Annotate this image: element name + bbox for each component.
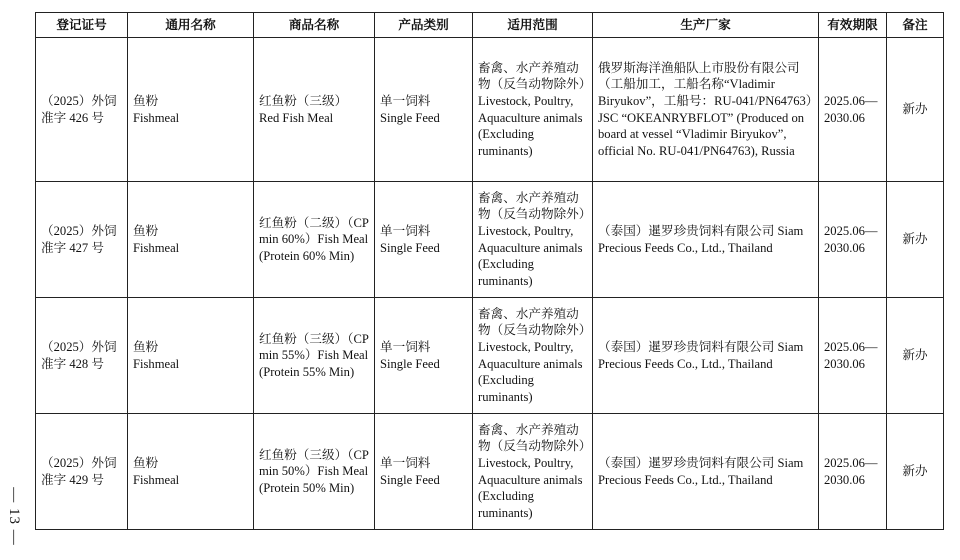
validity-cell: [819, 298, 887, 414]
category-cell: [375, 182, 473, 298]
validity-cell: [819, 414, 887, 530]
header-manufacturer: 生产厂家: [593, 13, 819, 38]
validity-start: 2025.06—: [824, 93, 878, 108]
header-common-name: 通用名称: [128, 13, 254, 38]
header-remark: 备注: [887, 13, 944, 38]
scope-text: 畜禽、水产养殖动物（反刍动物除外）Livestock, Poultry, Aquaculture animals (Excluding ruminants): [478, 422, 586, 520]
remark-cell: 新办: [887, 414, 944, 530]
category-cn: 单一饲料: [380, 455, 431, 470]
manufacturer-cell: [593, 182, 819, 298]
header-scope: 适用范围: [473, 13, 593, 38]
category-cn: 单一饲料: [380, 339, 431, 354]
validity-cell: [819, 182, 887, 298]
common-name-cell: [128, 38, 254, 182]
category-cell: [375, 414, 473, 530]
validity-start: 2025.06—: [824, 339, 878, 354]
validity-start: 2025.06—: [824, 223, 878, 238]
validity-start: 2025.06—: [824, 455, 878, 470]
table-row: [36, 182, 944, 298]
remark-cell: 新办: [887, 298, 944, 414]
common-name-cn: 鱼粉: [133, 223, 159, 238]
category-cn: 单一饲料: [380, 223, 431, 238]
reg-no-line: 准字 428 号: [41, 356, 104, 371]
product-name-text: 红鱼粉（二级）（CP min 60%）Fish Meal (Protein 60% Min): [259, 215, 369, 263]
table-row: [36, 414, 944, 530]
product-name-cell: [254, 38, 375, 182]
manufacturer-text: （泰国）暹罗珍贵饲料有限公司 Siam Precious Feeds Co., Ltd., Thailand: [598, 455, 804, 487]
reg-no-line: 准字 429 号: [41, 472, 104, 487]
page-number: [2, 484, 24, 548]
table-row: [36, 38, 944, 182]
common-name-cn: 鱼粉: [133, 93, 159, 108]
category-cn: 单一饲料: [380, 93, 431, 108]
page-number-text: — 13 —: [5, 486, 22, 546]
category-en: Single Feed: [380, 356, 440, 371]
category-en: Single Feed: [380, 110, 440, 125]
manufacturer-cell: [593, 414, 819, 530]
category-en: Single Feed: [380, 240, 440, 255]
reg-no-cell: [36, 298, 128, 414]
registration-table: [35, 12, 944, 530]
scope-text: 畜禽、水产养殖动物（反刍动物除外）Livestock, Poultry, Aquaculture animals (Excluding ruminants): [478, 190, 586, 288]
common-name-cell: [128, 182, 254, 298]
product-name-cell: [254, 298, 375, 414]
reg-no-line: （2025）外饲: [41, 223, 117, 238]
category-cell: [375, 38, 473, 182]
product-name-en: Red Fish Meal: [259, 110, 334, 125]
common-name-en: Fishmeal: [133, 356, 180, 371]
category-cell: [375, 298, 473, 414]
table-header-row: [36, 13, 944, 38]
validity-end: 2030.06: [824, 472, 865, 487]
scope-text: 畜禽、水产养殖动物（反刍动物除外）Livestock, Poultry, Aquaculture animals (Excluding ruminants): [478, 60, 586, 158]
product-name-cn: 红鱼粉（三级）: [259, 93, 348, 108]
header-category: 产品类别: [375, 13, 473, 38]
validity-end: 2030.06: [824, 240, 865, 255]
scope-text: 畜禽、水产养殖动物（反刍动物除外）Livestock, Poultry, Aquaculture animals (Excluding ruminants): [478, 306, 586, 404]
common-name-en: Fishmeal: [133, 240, 180, 255]
scope-cell: [473, 182, 593, 298]
table-row: [36, 298, 944, 414]
reg-no-line: （2025）外饲: [41, 93, 117, 108]
header-product-name: 商品名称: [254, 13, 375, 38]
reg-no-line: 准字 427 号: [41, 240, 104, 255]
reg-no-line: 准字 426 号: [41, 110, 104, 125]
product-name-text: 红鱼粉（三级）（CP min 50%）Fish Meal (Protein 50% Min): [259, 447, 369, 495]
category-en: Single Feed: [380, 472, 440, 487]
product-name-text: 红鱼粉（三级）（CP min 55%）Fish Meal (Protein 55% Min): [259, 331, 369, 379]
header-reg-no: 登记证号: [36, 13, 128, 38]
reg-no-line: （2025）外饲: [41, 339, 117, 354]
validity-cell: [819, 38, 887, 182]
remark-cell: 新办: [887, 182, 944, 298]
scope-cell: [473, 414, 593, 530]
manufacturer-text: （泰国）暹罗珍贵饲料有限公司 Siam Precious Feeds Co., Ltd., Thailand: [598, 339, 804, 371]
product-name-cell: [254, 182, 375, 298]
scope-cell: [473, 38, 593, 182]
validity-end: 2030.06: [824, 356, 865, 371]
common-name-en: Fishmeal: [133, 110, 180, 125]
common-name-cn: 鱼粉: [133, 455, 159, 470]
reg-no-cell: [36, 414, 128, 530]
manufacturer-text: 俄罗斯海洋渔船队上市股份有限公司（工船加工，工船名称“Vladimir Biryukov”，工船号：RU-041/PN64763）JSC “OKEANRYBFLOT” (Produced on board at vessel “Vladimir Biryukov”, official No. RU-041/PN64763), Russia: [598, 60, 813, 158]
common-name-en: Fishmeal: [133, 472, 180, 487]
reg-no-cell: [36, 182, 128, 298]
validity-end: 2030.06: [824, 110, 865, 125]
product-name-cell: [254, 414, 375, 530]
common-name-cell: [128, 414, 254, 530]
common-name-cell: [128, 298, 254, 414]
reg-no-line: （2025）外饲: [41, 455, 117, 470]
header-validity: 有效期限: [819, 13, 887, 38]
manufacturer-cell: [593, 38, 819, 182]
manufacturer-cell: [593, 298, 819, 414]
remark-cell: 新办: [887, 38, 944, 182]
common-name-cn: 鱼粉: [133, 339, 159, 354]
reg-no-cell: [36, 38, 128, 182]
scope-cell: [473, 298, 593, 414]
manufacturer-text: （泰国）暹罗珍贵饲料有限公司 Siam Precious Feeds Co., Ltd., Thailand: [598, 223, 804, 255]
